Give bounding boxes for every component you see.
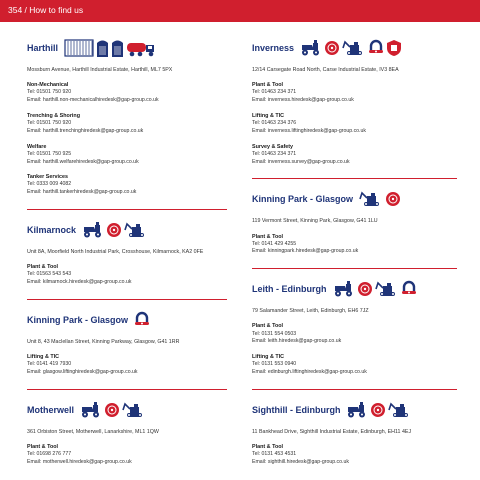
saw-blade-icon: [106, 222, 122, 238]
contact-block: [27, 443, 227, 467]
contact-department: Lifting & TIC: [252, 112, 285, 119]
contact-department: Plant & Tool: [27, 444, 59, 451]
fence-panel-icon: [64, 38, 94, 58]
location-section: [252, 187, 457, 269]
excavator-icon: [388, 401, 412, 419]
contact-department: Plant & Tool: [27, 264, 59, 271]
section-divider: [252, 268, 457, 269]
excavator-icon: [375, 280, 399, 298]
location-address: 11 Bankhead Drive, Sighthill Industrial Estate, Edinburgh, EH11 4EJ: [252, 428, 412, 435]
contact-block: [27, 81, 227, 105]
page-title: 354 / How to find us: [8, 5, 84, 15]
contact-phone[interactable]: Tel: 01563 543 543: [27, 271, 72, 278]
contact-email-link[interactable]: Email: edinburgh.liftinghiredesk@gap-group.co.uk: [252, 369, 367, 376]
location-section: [27, 308, 227, 390]
contact-phone[interactable]: Tel: 0333 009 4082: [27, 181, 72, 188]
contact-email-link[interactable]: Email: harthill.non-mechanicalhiredesk@gap-group.co.uk: [27, 97, 159, 104]
service-icons: [359, 190, 401, 208]
contact-block: [252, 322, 457, 346]
contact-email-link[interactable]: Email: motherwell.hiredesk@gap-group.co.uk: [27, 458, 132, 465]
contact-department: Lifting & TIC: [27, 354, 60, 361]
location-name: Kilmarnock: [27, 225, 77, 236]
contact-email-link[interactable]: Email: inverness.liftinghiredesk@gap-group.co.uk: [252, 127, 366, 134]
portable-toilet-icon: [111, 38, 124, 58]
service-icons: [80, 401, 146, 419]
location-section: [252, 398, 457, 467]
contact-block: [252, 443, 457, 467]
contact-department: Plant & Tool: [252, 323, 284, 330]
location-heading-row: [27, 398, 227, 422]
page-header-bar: [0, 0, 480, 22]
excavator-icon: [122, 401, 146, 419]
service-icons: [346, 401, 412, 419]
location-name: Motherwell: [27, 404, 75, 415]
section-divider: [27, 209, 227, 210]
shackle-icon: [401, 280, 417, 298]
location-name: Harthill: [27, 43, 59, 53]
location-name: Leith - Edinburgh: [252, 284, 327, 295]
location-heading-row: [252, 36, 457, 60]
contact-department: Plant & Tool: [252, 444, 284, 451]
location-address: 79 Salamander Street, Leith, Edinburgh, EH6 7JZ: [252, 308, 369, 315]
contact-email-link[interactable]: Email: glasgow.liftinghiredesk@gap-group.co.uk: [27, 369, 138, 376]
contact-phone[interactable]: Tel: 01501 750 920: [27, 120, 72, 127]
service-icons: [300, 39, 402, 57]
contact-block: [27, 112, 227, 136]
contact-phone[interactable]: Tel: 0141 429 4255: [252, 240, 297, 247]
contact-block: [27, 263, 227, 287]
contact-email-link[interactable]: Email: sighthill.hiredesk@gap-group.co.uk: [252, 458, 349, 465]
location-section: [27, 218, 227, 300]
contact-phone[interactable]: Tel: 01698 276 777: [27, 451, 72, 458]
contact-department: Plant & Tool: [252, 82, 284, 89]
contact-department: Non-Mechanical: [27, 82, 69, 89]
location-section: [27, 398, 227, 467]
location-address: Unit 8A, Moorfield North Industrial Park, Crosshouse, Kilmarnock, KA2 0FE: [27, 249, 204, 256]
contact-phone[interactable]: Tel: 0131 453 4531: [252, 451, 297, 458]
dumper-icon: [333, 280, 355, 298]
location-address: 119 Vermont Street, Kinning Park, Glasgow, G41 1LU: [252, 218, 378, 225]
contact-block: [27, 353, 227, 377]
contact-phone[interactable]: Tel: 01463 234 371: [252, 150, 297, 157]
location-name: Kinning Park - Glasgow: [27, 314, 129, 325]
section-divider: [252, 178, 457, 179]
contact-block: [252, 353, 457, 377]
contact-email-link[interactable]: Email: kilmarnock.hiredesk@gap-group.co.uk: [27, 279, 132, 286]
location-heading-row: [252, 398, 457, 422]
saw-blade-icon: [104, 402, 120, 418]
contact-block: [252, 112, 457, 136]
section-divider: [27, 389, 227, 390]
dumper-icon: [300, 39, 322, 57]
excavator-icon: [124, 221, 148, 239]
location-section: [252, 277, 457, 390]
service-icons: [64, 38, 156, 58]
saw-blade-icon: [357, 281, 373, 297]
location-heading-row: [27, 218, 227, 242]
saw-blade-icon: [385, 191, 401, 207]
service-icons: [333, 280, 417, 298]
contact-department: Welfare: [27, 143, 47, 150]
location-name: Sighthill - Edinburgh: [252, 404, 341, 415]
contact-phone[interactable]: Tel: 01501 750 925: [27, 150, 72, 157]
location-name: Inverness: [252, 43, 295, 53]
location-address: Mossburn Avenue, Harthill Industrial Estate, Harthill, ML7 5PX: [27, 67, 173, 73]
contact-phone[interactable]: Tel: 01501 750 920: [27, 89, 72, 96]
location-heading-row: [27, 308, 227, 332]
contact-department: Plant & Tool: [252, 233, 284, 240]
contact-email-link[interactable]: Email: kinningpark.hiredesk@gap-group.co.uk: [252, 248, 359, 255]
dumper-icon: [82, 221, 104, 239]
contact-phone[interactable]: Tel: 01463 234 371: [252, 89, 297, 96]
saw-blade-icon: [370, 402, 386, 418]
contact-phone[interactable]: Tel: 0131 554 0503: [252, 330, 297, 337]
contact-phone[interactable]: Tel: 0131 553 0940: [252, 361, 297, 368]
saw-blade-icon: [324, 40, 340, 56]
location-heading-row: [252, 277, 457, 301]
location-address: 12/14 Carsegate Road North, Carse Industrial Estate, IV3 8EA: [252, 67, 399, 73]
contact-department: Trenching & Shoring: [27, 112, 81, 119]
contact-block: [27, 143, 227, 167]
contact-phone[interactable]: Tel: 01463 234 376: [252, 120, 297, 127]
section-divider: [252, 389, 457, 390]
contact-block: [252, 233, 457, 257]
contact-email-link[interactable]: Email: inverness.hiredesk@gap-group.co.uk: [252, 97, 354, 104]
location-section: [27, 36, 227, 210]
excavator-icon: [359, 190, 383, 208]
location-section: [252, 36, 457, 179]
safety-badge-icon: [386, 39, 402, 57]
location-heading-row: [27, 36, 227, 60]
section-divider: [27, 299, 227, 300]
shackle-icon: [134, 311, 150, 329]
contact-email-link[interactable]: Email: leith.hiredesk@gap-group.co.uk: [252, 338, 342, 345]
dumper-icon: [80, 401, 102, 419]
excavator-icon: [342, 39, 366, 57]
location-address: Unit 8, 43 Maclellan Street, Kinning Parkway, Glasgow, G41 1RR: [27, 338, 180, 345]
contact-email-link[interactable]: Email: harthill.trenchinghiredesk@gap-group.co.uk: [27, 127, 144, 134]
service-icons: [82, 221, 148, 239]
contact-block: [27, 173, 227, 197]
contact-department: Lifting & TIC: [252, 354, 285, 361]
service-icons: [134, 311, 150, 329]
contact-email-link[interactable]: Email: harthill.tankerhiredesk@gap-group.co.uk: [27, 189, 137, 196]
contact-department: Tanker Services: [27, 174, 68, 181]
contact-block: [252, 143, 457, 167]
tanker-truck-icon: [126, 38, 156, 58]
portable-toilet-icon: [96, 38, 109, 58]
location-address: 361 Orbiston Street, Motherwell, Lanarkshire, ML1 1QW: [27, 428, 159, 435]
contact-block: [252, 81, 457, 105]
location-heading-row: [252, 187, 457, 211]
contact-email-link[interactable]: Email: harthill.welfarehiredesk@gap-group.co.uk: [27, 158, 139, 165]
right-column: [252, 36, 457, 467]
shackle-icon: [368, 39, 384, 57]
left-column: [27, 36, 227, 467]
contact-email-link[interactable]: Email: inverness.survey@gap-group.co.uk: [252, 158, 350, 165]
contact-department: Survey & Safety: [252, 143, 294, 150]
location-name: Kinning Park - Glasgow: [252, 194, 354, 205]
dumper-icon: [346, 401, 368, 419]
contact-phone[interactable]: Tel: 0141 419 7930: [27, 361, 72, 368]
